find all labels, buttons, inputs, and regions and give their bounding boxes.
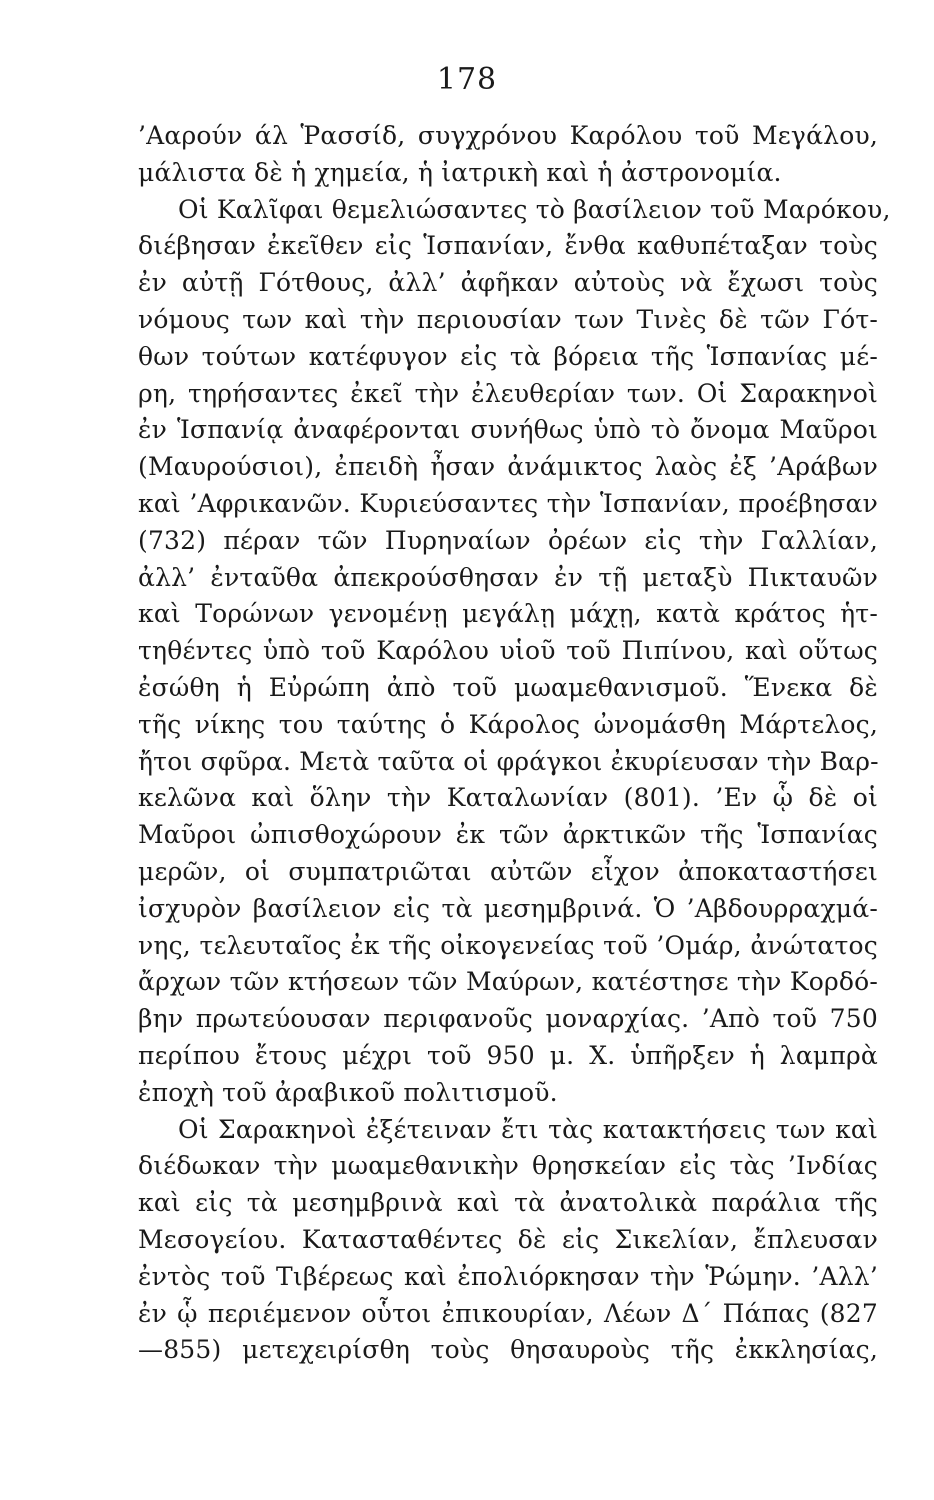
text-line: ’Ααρούν άλ Ῥασσίδ, συγχρόνου Καρόλου τοῦ Μεγάλου, (138, 121, 878, 150)
text-line: βην πρωτεύουσαν περιφανοῦς μοναρχίας. ’Απὸ τοῦ 750 (138, 1004, 878, 1034)
text-line: τηθέντες ὑπὸ τοῦ Καρόλου υἱοῦ τοῦ Πιπίνου, καὶ οὕτως (138, 636, 878, 666)
text-line: ἐσώθη ἡ Εὐρώπη ἀπὸ τοῦ μωαμεθανισμοῦ. Ἕνεκα δὲ (138, 672, 878, 702)
page-number: 178 (436, 62, 498, 97)
text-line: ἄρχων τῶν κτήσεων τῶν Μαύρων, κατέστησε τὴν Κορδό- (138, 967, 878, 997)
text-line: θων τούτων κατέφυγον εἰς τὰ βόρεια τῆς Ἱσπανίας μέ- (138, 341, 878, 371)
text-line: καὶ εἰς τὰ μεσημβρινὰ καὶ τὰ ἀνατολικὰ παράλια τῆς (138, 1188, 878, 1218)
text-line: τῆς νίκης του ταύτης ὁ Κάρολος ὠνομάσθη Μάρτελος, (138, 709, 878, 739)
text-line: (732) πέραν τῶν Πυρηναίων ὀρέων εἰς τὴν Γαλλίαν, (138, 525, 878, 555)
text-line: διέβησαν ἐκεῖθεν εἰς Ἱσπανίαν, ἔνθα καθυπέταξαν τοὺς (138, 231, 878, 261)
text-line: καὶ Τορώνων γενομένῃ μεγάλῃ μάχῃ, κατὰ κράτος ἡτ- (138, 599, 878, 629)
text-line: νόμους των καὶ τὴν περιουσίαν των Τινὲς δὲ τῶν Γότ- (138, 304, 878, 334)
text-line: καὶ ’Αφρικανῶν. Κυριεύσαντες τὴν Ἱσπανίαν, προέβησαν (138, 488, 878, 518)
text-line: ἤτοι σφῦρα. Μετὰ ταῦτα οἱ φράγκοι ἐκυρίευσαν τὴν Βαρ- (138, 746, 879, 776)
text-line: ρη, τηρήσαντες ἐκεῖ τὴν ἐλευθερίαν των. Οἱ Σαρακηνοὶ (138, 378, 878, 408)
text-line: περίπου ἔτους μέχρι τοῦ 950 μ. Χ. ὑπῆρξεν ἡ λαμπρὰ (138, 1040, 878, 1070)
text-line: —855) μετεχειρίσθη τοὺς θησαυροὺς τῆς ἐκκλησίας, (138, 1335, 878, 1365)
text-line: μάλιστα δὲ ἡ χημεία, ἡ ἰατρικὴ καὶ ἡ ἀστρονομία. (138, 157, 782, 187)
text-line: κελῶνα καὶ ὅλην τὴν Καταλωνίαν (801). ’Εν ᾧ δὲ οἱ (138, 783, 878, 813)
text-line: Οἱ Καλῖφαι θεμελιώσαντες τὸ βασίλειον τοῦ Μαρόκου, (178, 194, 891, 224)
body-text (138, 118, 891, 1369)
text-line: ἐν ᾧ περιέμενον οὗτοι ἐπικουρίαν, Λέων Δ΄ Πάπας (827 (138, 1298, 878, 1328)
text-line: ἰσχυρὸν βασίλειον εἰς τὰ μεσημβρινά. Ὁ ’Αβδουρραχμά- (138, 893, 878, 923)
text-line: μερῶν, οἱ συμπατριῶται αὐτῶν εἶχον ἀποκαταστήσει (138, 856, 878, 886)
text-line: Μαῦροι ὠπισθοχώρουν ἐκ τῶν ἀρκτικῶν τῆς Ἱσπανίας (138, 820, 878, 850)
text-line: ἐντὸς τοῦ Τιβέρεως καὶ ἐπολιόρκησαν τὴν Ῥώμην. ’Αλλ’ (138, 1261, 878, 1291)
text-line: Μεσογείου. Κατασταθέντες δὲ εἰς Σικελίαν, ἔπλευσαν (138, 1224, 878, 1254)
text-line: Οἱ Σαρακηνοὶ ἐξέτειναν ἔτι τὰς κατακτήσεις των καὶ (178, 1114, 878, 1144)
text-line: ἀλλ’ ἐνταῦθα ἀπεκρούσθησαν ἐν τῇ μεταξὺ Πικταυῶν (138, 562, 878, 592)
text-line: διέδωκαν τὴν μωαμεθανικὴν θρησκείαν εἰς τὰς ’Ινδίας (138, 1151, 878, 1181)
text-line: (Μαυρούσιοι), ἐπειδὴ ἦσαν ἀνάμικτος λαὸς ἐξ ’Αράβων (138, 452, 878, 482)
text-line: νης, τελευταῖος ἐκ τῆς οἰκογενείας τοῦ ’Ομάρ, ἀνώτατος (138, 930, 878, 960)
text-line: ἐποχὴ τοῦ ἀραβικοῦ πολιτισμοῦ. (138, 1077, 558, 1107)
text-line: ἐν αὐτῇ Γότθους, ἀλλ’ ἀφῆκαν αὐτοὺς νὰ ἔχωσι τοὺς (138, 268, 878, 298)
text-line: ἐν Ἱσπανίᾳ ἀναφέρονται συνήθως ὑπὸ τὸ ὄνομα Μαῦροι (138, 415, 878, 445)
